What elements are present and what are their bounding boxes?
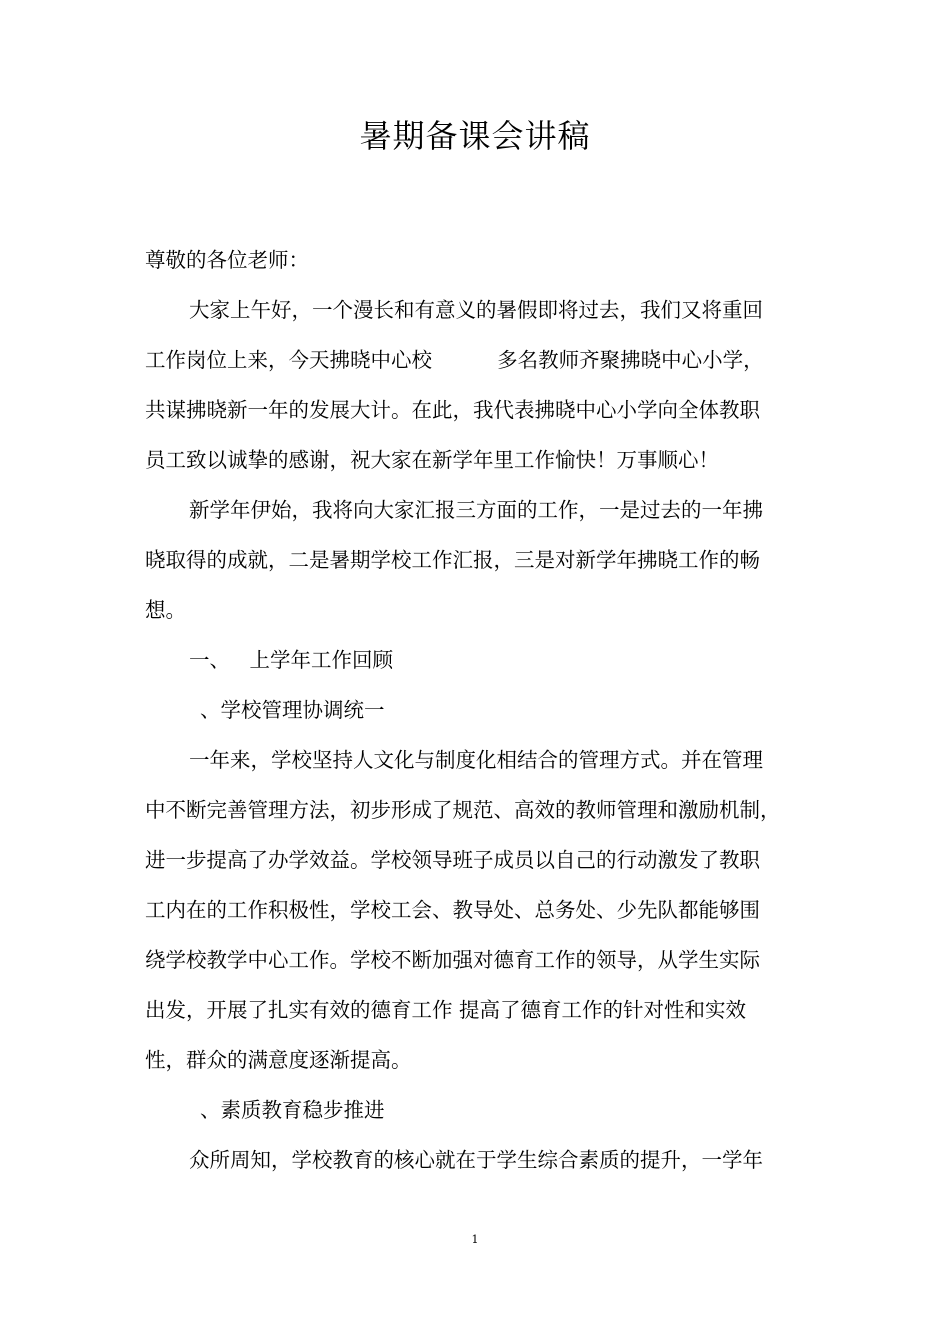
page-number: 1: [471, 1233, 479, 1246]
paragraph-line: 共谋拂晓新一年的发展大计。在此，我代表拂晓中心小学向全体教职: [145, 398, 760, 422]
paragraph-line: 晓取得的成就，二是暑期学校工作汇报，三是对新学年拂晓工作的畅: [145, 548, 760, 572]
salutation-line: 尊敬的各位老师：: [145, 248, 309, 272]
paragraph-line: 员工致以诚挚的感谢，祝大家在新学年里工作愉快！万事顺心！: [145, 448, 719, 472]
paragraph-line: 工内在的工作积极性，学校工会、教导处、总务处、少先队都能够围: [145, 898, 760, 922]
paragraph-line: 一年来，学校坚持人文化与制度化相结合的管理方式。并在管理: [189, 748, 763, 772]
subsection-heading: 、学校管理协调统一: [200, 698, 385, 722]
paragraph-line: 新学年伊始，我将向大家汇报三方面的工作，一是过去的一年拂: [189, 498, 763, 522]
paragraph-line: 众所周知，学校教育的核心就在于学生综合素质的提升，一学年: [189, 1148, 763, 1172]
paragraph-line: 性，群众的满意度逐渐提高。: [145, 1048, 412, 1072]
paragraph-line: 中不断完善管理方法，初步形成了规范、高效的教师管理和激励机制，: [145, 798, 781, 822]
paragraph-line: 工作岗位上来，今天拂晓中心校 多名教师齐聚拂晓中心小学，: [145, 348, 764, 372]
section-heading: 一、 上学年工作回顾: [189, 648, 394, 672]
paragraph-line: 进一步提高了办学效益。学校领导班子成员以自己的行动激发了教职: [145, 848, 760, 872]
paragraph-line: 大家上午好，一个漫长和有意义的暑假即将过去，我们又将重回: [189, 298, 763, 322]
document-title: 暑期备课会讲稿: [359, 117, 591, 155]
paragraph-line: 出发，开展了扎实有效的德育工作 提高了德育工作的针对性和实效: [145, 998, 747, 1022]
paragraph-line: 想。: [145, 598, 186, 622]
paragraph-line: 绕学校教学中心工作。学校不断加强对德育工作的领导，从学生实际: [145, 948, 760, 972]
subsection-heading: 、素质教育稳步推进: [200, 1098, 385, 1122]
